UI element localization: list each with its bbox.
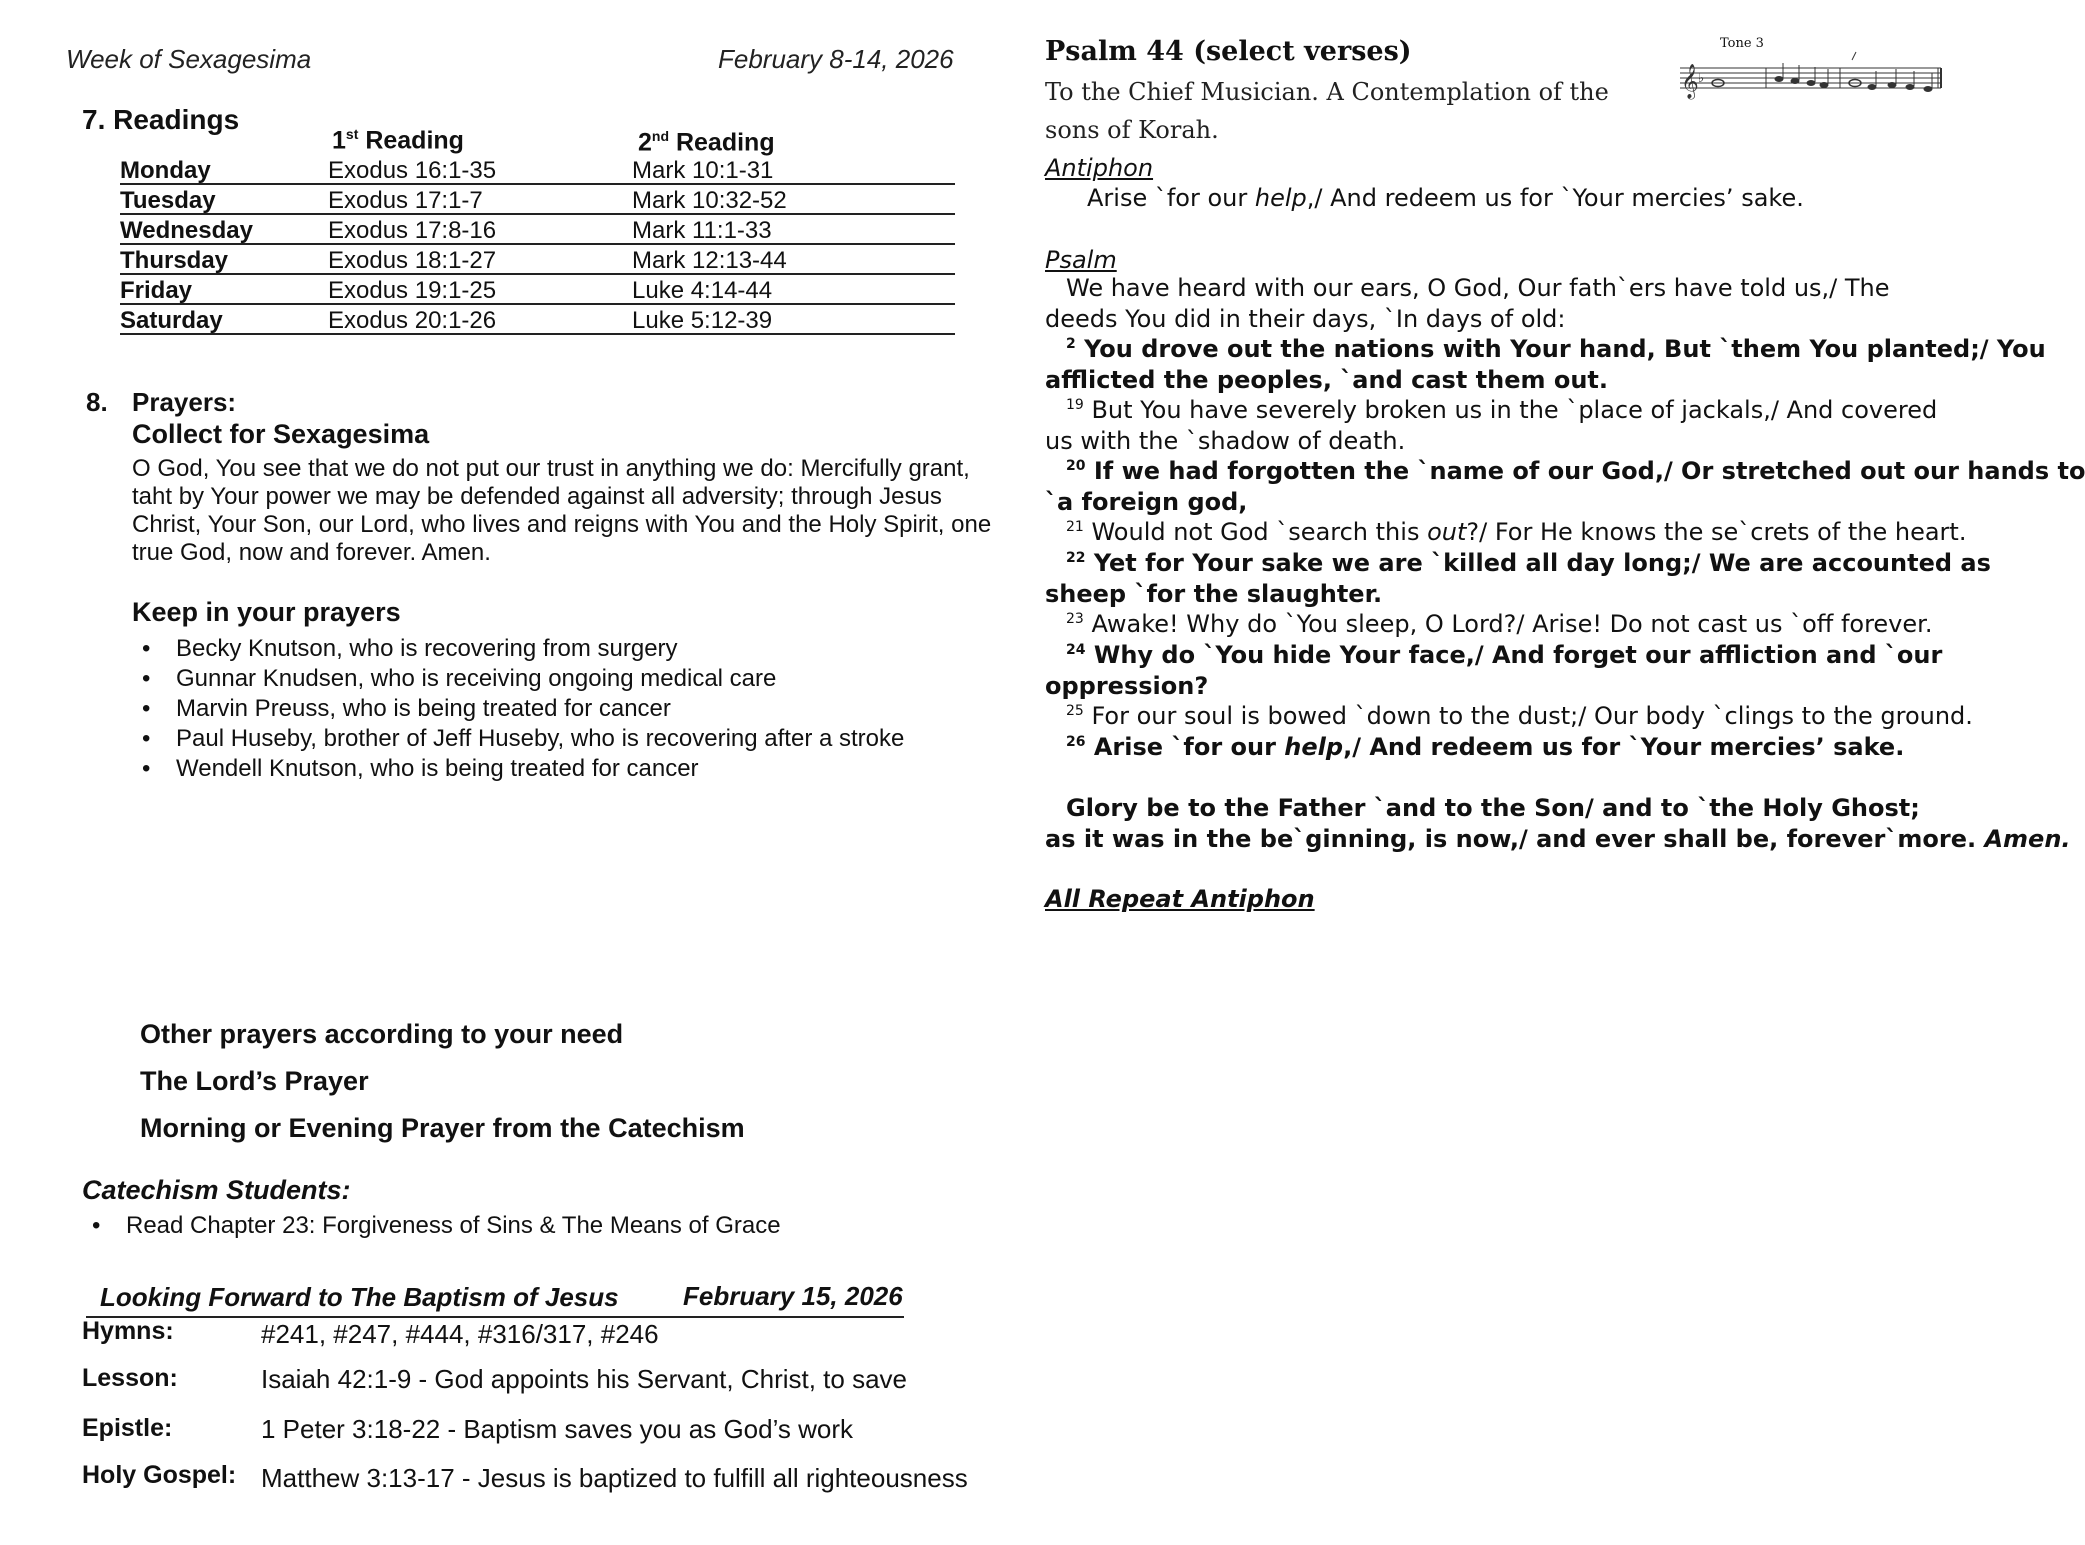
list-item: • Wendell Knutson, who is being treated for cancer: [132, 754, 904, 784]
psalm-subtitle: To the Chief Musician. A Contemplation of the sons of Korah.: [1045, 78, 1609, 144]
verse-20-cont: `a foreign god,: [1045, 488, 1248, 516]
lesson-label: Lesson:: [82, 1364, 178, 1392]
catechism-list: [82, 1211, 781, 1241]
second-reading-cell: Luke 5:12-39: [632, 304, 955, 334]
second-reading-cell: Mark 11:1-33: [632, 214, 955, 244]
second-reading-cell: Mark 10:1-31: [632, 155, 955, 184]
prayers-number: 8.: [86, 387, 108, 417]
tone-notation: [1678, 36, 1943, 102]
collect-text: O God, You see that we do not put our trust in anything we do: Mercifully grant, taht by Your power we may be defended against all adversity; through Jesus Christ, Your Son, our Lord, who lives and reigns with You and the Holy Spirit, one true God, now and forever. Amen.: [132, 455, 992, 566]
verse-20: $^{20}$ If we had forgotten the `name of our God,/ Or stretched out our hands to: [1066, 457, 2085, 485]
week-dates: February 8-14, 2026: [718, 44, 954, 74]
svg-text:𝄞: 𝄞: [1681, 64, 1699, 99]
lesson-value: Isaiah 42:1-9 - God appoints his Servant, Christ, to save: [261, 1364, 908, 1394]
day-cell: Saturday: [120, 304, 328, 334]
music-staff-icon: [1678, 36, 1943, 102]
day-cell: Wednesday: [120, 214, 328, 244]
psalm-title: Psalm 44 (select verses): [1045, 36, 1412, 67]
table-row: [120, 304, 955, 334]
hymns-value: #241, #247, #444, #316/317, #246: [261, 1319, 659, 1349]
first-reading-header: 1st Reading: [332, 126, 464, 155]
first-reading-cell: Exodus 18:1-27: [328, 244, 632, 274]
second-reading-cell: Luke 4:14-44: [632, 274, 955, 304]
verse-22-cont: sheep `for the slaughter.: [1045, 580, 1383, 608]
list-item: • Becky Knutson, who is recovering from surgery: [132, 634, 904, 664]
verse-22: $^{22}$ Yet for Your sake we are `killed all day long;/ We are accounted as: [1066, 549, 1991, 577]
table-row: [120, 155, 955, 184]
epistle-value: 1 Peter 3:18-22 - Baptism saves you as God’s work: [261, 1414, 854, 1444]
epistle-label: Epistle:: [82, 1414, 173, 1442]
gospel-value: Matthew 3:13-17 - Jesus is baptized to fulfill all righteousness: [261, 1463, 968, 1493]
list-item: • Read Chapter 23: Forgiveness of Sins & The Means of Grace: [82, 1211, 781, 1241]
svg-text:♭: ♭: [1698, 71, 1705, 86]
second-reading-cell: Mark 12:13-44: [632, 244, 955, 274]
first-reading-cell: Exodus 16:1-35: [328, 155, 632, 184]
verse-24: $^{24}$ Why do `You hide Your face,/ And forget our affliction and `our: [1066, 641, 1943, 669]
list-item: • Gunnar Knudsen, who is receiving ongoing medical care: [132, 664, 904, 694]
list-item: • Paul Huseby, brother of Jeff Huseby, who is recovering after a stroke: [132, 724, 904, 754]
collect-title: Collect for Sexagesima: [132, 419, 430, 449]
repeat-antiphon: All Repeat Antiphon: [1045, 885, 1315, 913]
day-cell: Thursday: [120, 244, 328, 274]
morning-evening-prayer: Morning or Evening Prayer from the Catechism: [140, 1113, 745, 1143]
verse-25: $^{25}$ For our soul is bowed `down to the dust;/ Our body `clings to the ground.: [1066, 702, 1973, 730]
gloria-line-2: as it was in the be`ginning, is now,/ and ever shall be, forever`more. Amen.: [1045, 825, 2071, 853]
day-cell: Monday: [120, 155, 328, 184]
other-prayers: Other prayers according to your need: [140, 1019, 624, 1049]
looking-forward-date: February 15, 2026: [683, 1281, 903, 1311]
first-reading-cell: Exodus 19:1-25: [328, 274, 632, 304]
prayers-heading: Prayers:: [132, 387, 237, 417]
gloria-line-1: Glory be to the Father `and to the Son/ and to `the Holy Ghost;: [1066, 794, 1920, 822]
day-cell: Tuesday: [120, 184, 328, 214]
verse-21: $^{21}$ Would not God `search this out?/ For He knows the se`crets of the heart.: [1066, 518, 1967, 546]
psalm-line: We have heard with our ears, O God, Our fath`ers have told us,/ The: [1066, 274, 1890, 302]
verse-23: $^{23}$ Awake! Why do `You sleep, O Lord?/ Arise! Do not cast us `off forever.: [1066, 610, 1933, 638]
hymns-label: Hymns:: [82, 1317, 174, 1345]
second-reading-header: 2nd Reading: [638, 128, 775, 157]
verse-2: $^2$ You drove out the nations with Your hand, But `them You planted;/ You: [1066, 335, 2046, 363]
readings-table: [120, 155, 955, 335]
table-row: [120, 274, 955, 304]
psalm-label: Psalm: [1045, 246, 1117, 274]
tone-label: Tone 3: [1720, 36, 1764, 51]
verse-24-cont: oppression?: [1045, 672, 1209, 700]
looking-forward-title: Looking Forward to The Baptism of Jesus: [100, 1282, 619, 1312]
gospel-label: Holy Gospel:: [82, 1461, 237, 1489]
table-row: [120, 184, 955, 214]
verse-26: $^{26}$ Arise `for our help,/ And redeem us for `Your mercies’ sake.: [1066, 733, 1905, 761]
lords-prayer: The Lord’s Prayer: [140, 1066, 369, 1096]
second-reading-cell: Mark 10:32-52: [632, 184, 955, 214]
table-row: [120, 214, 955, 244]
verse-19-cont: us with the `shadow of death.: [1045, 427, 1406, 455]
antiphon-label: Antiphon: [1045, 154, 1154, 182]
antiphon-text: Arise `for our help,/ And redeem us for `Your mercies’ sake.: [1087, 184, 1804, 212]
list-item: • Marvin Preuss, who is being treated for cancer: [132, 694, 904, 724]
divider: [86, 1316, 904, 1318]
day-cell: Friday: [120, 274, 328, 304]
catechism-heading: Catechism Students:: [82, 1175, 351, 1205]
verse-2-cont: afflicted the peoples, `and cast them out.: [1045, 366, 1609, 394]
week-title: Week of Sexagesima: [66, 44, 312, 74]
readings-heading: 7. Readings: [82, 104, 240, 135]
first-reading-cell: Exodus 17:1-7: [328, 184, 632, 214]
first-reading-cell: Exodus 17:8-16: [328, 214, 632, 244]
verse-19: $^{19}$ But You have severely broken us in the `place of jackals,/ And covered: [1066, 396, 1938, 424]
psalm-line: deeds You did in their days, `In days of old:: [1045, 305, 1566, 333]
keep-in-prayers-title: Keep in your prayers: [132, 597, 401, 627]
first-reading-cell: Exodus 20:1-26: [328, 304, 632, 334]
prayer-list: [132, 634, 904, 784]
table-row: [120, 244, 955, 274]
